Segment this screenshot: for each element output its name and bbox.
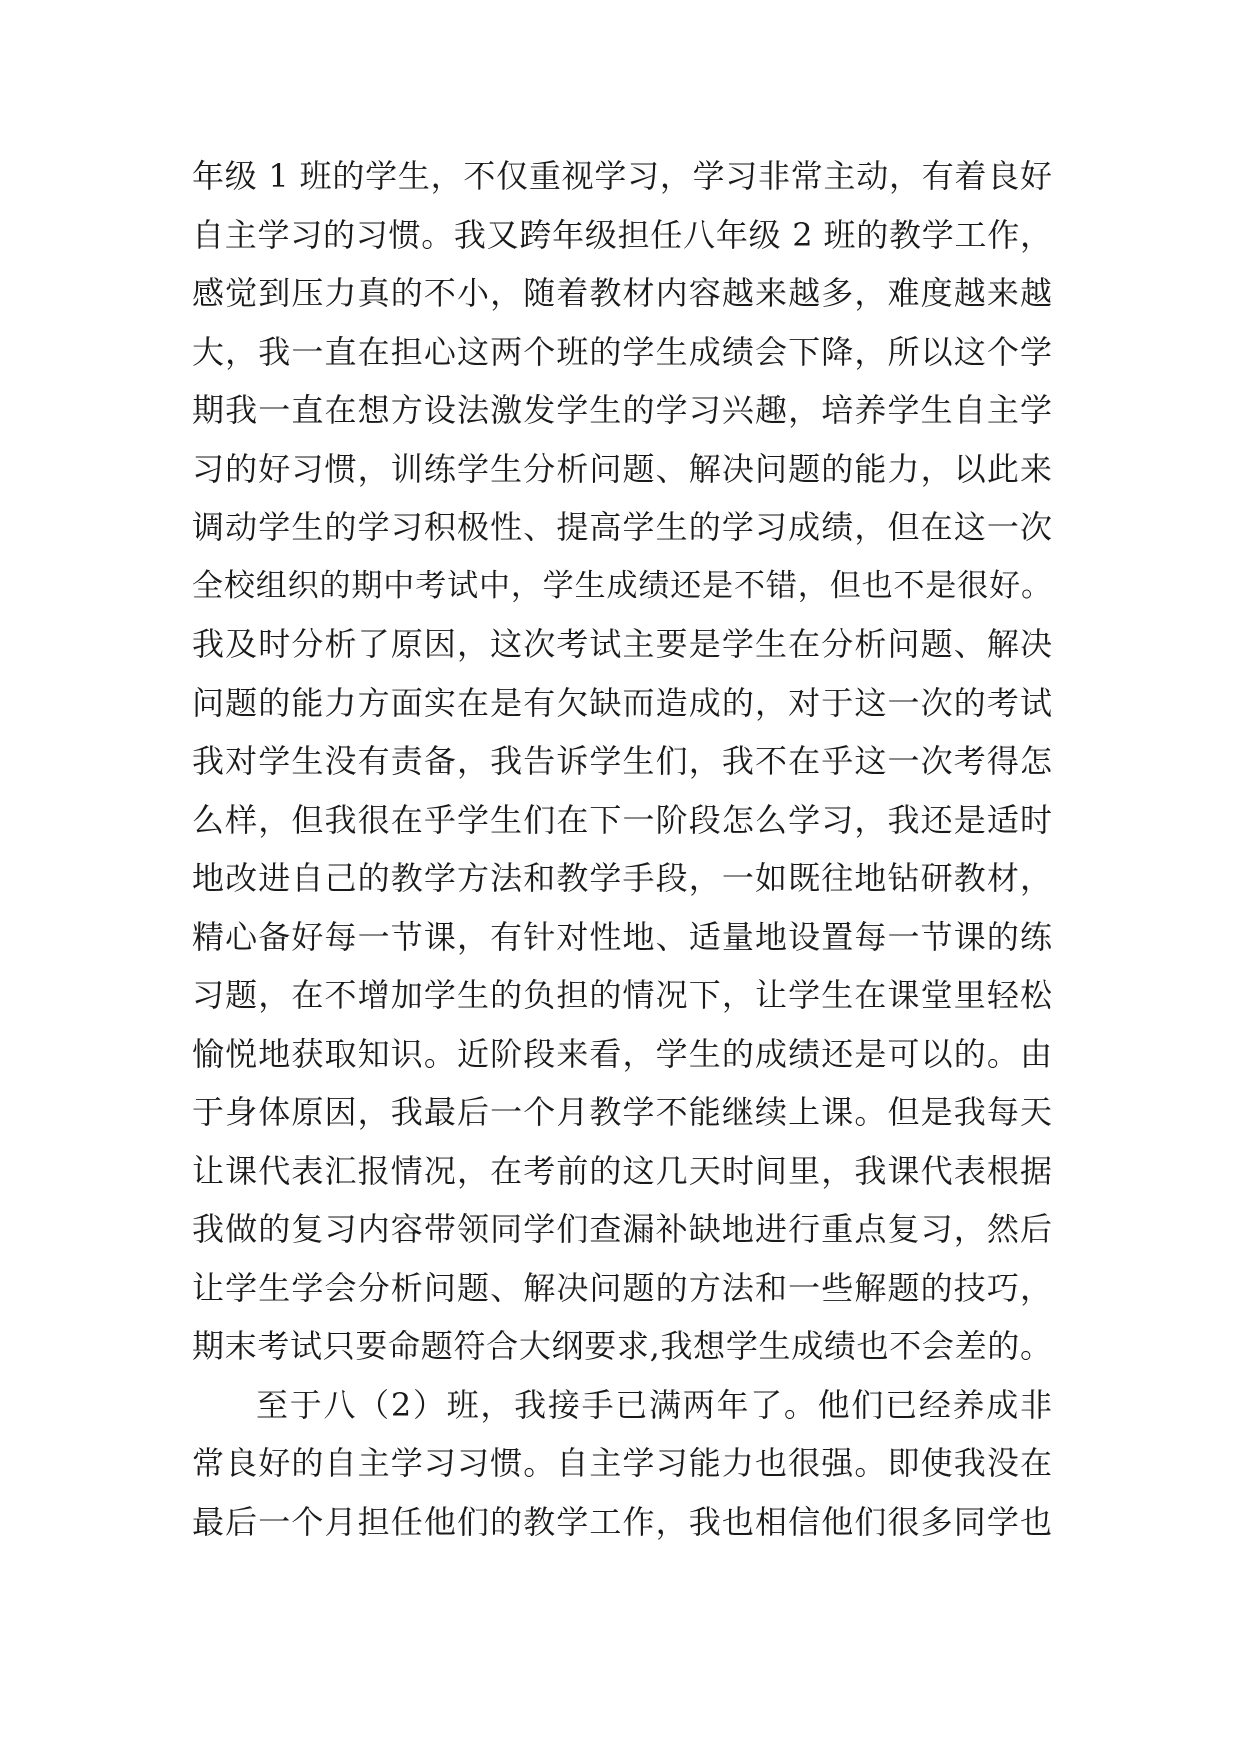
text-line: 愉悦地获取知识。近阶段来看，学生的成绩还是可以的。由 xyxy=(192,1034,1052,1073)
text-line: 大，我一直在担心这两个班的学生成绩会下降，所以这个学 xyxy=(192,332,1052,371)
text-line: 调动学生的学习积极性、提高学生的学习成绩，但在这一次 xyxy=(192,508,1052,546)
text-line: 我对学生没有责备，我告诉学生们，我不在乎这一次考得怎 xyxy=(192,742,1052,780)
text-line: 精心备好每一节课，有针对性地、适量地设置每一节课的练 xyxy=(192,917,1052,956)
text-line: 感觉到压力真的不小，随着教材内容越来越多，难度越来越 xyxy=(192,274,1052,312)
text-line: 问题的能力方面实在是有欠缺而造成的，对于这一次的考试 xyxy=(192,683,1052,722)
text-line: 习题，在不增加学生的负担的情况下，让学生在课堂里轻松 xyxy=(192,976,1052,1014)
paragraph-2 xyxy=(192,1376,1052,1552)
text-line: 期我一直在想方设法激发学生的学习兴趣，培养学生自主学 xyxy=(192,391,1052,429)
text-line: 期末考试只要命题符合大纲要求,我想学生成绩也不会差的。 xyxy=(192,1327,1052,1365)
text-line: 我做的复习内容带领同学们查漏补缺地进行重点复习，然后 xyxy=(192,1210,1052,1248)
text-line: 至于八（2）班，我接手已满两年了。他们已经养成非 xyxy=(256,1385,1052,1424)
text-line: 习的好习惯，训练学生分析问题、解决问题的能力，以此来 xyxy=(192,449,1052,488)
text-line: 地改进自己的教学方法和教学手段，一如既往地钻研教材， xyxy=(192,859,1052,897)
text-line: 我及时分析了原因，这次考试主要是学生在分析问题、解决 xyxy=(192,625,1052,663)
text-line: 常良好的自主学习习惯。自主学习能力也很强。即使我没在 xyxy=(192,1444,1052,1482)
text-line: 于身体原因，我最后一个月教学不能继续上课。但是我每天 xyxy=(192,1093,1052,1131)
paragraph-1 xyxy=(192,147,1052,1376)
text-line: 最后一个月担任他们的教学工作，我也相信他们很多同学也 xyxy=(192,1502,1052,1541)
text-line: 年级 1 班的学生，不仅重视学习，学习非常主动，有着良好 xyxy=(192,157,1052,195)
text-line: 自主学习的习惯。我又跨年级担任八年级 2 班的教学工作， xyxy=(192,215,1052,254)
text-line: 全校组织的期中考试中，学生成绩还是不错，但也不是很好。 xyxy=(192,567,1052,604)
text-line: 么样，但我很在乎学生们在下一阶段怎么学习，我还是适时 xyxy=(192,800,1052,839)
text-line: 让学生学会分析问题、解决问题的方法和一些解题的技巧， xyxy=(192,1268,1052,1307)
body-text xyxy=(192,147,1052,1551)
text-line: 让课代表汇报情况，在考前的这几天时间里，我课代表根据 xyxy=(192,1151,1052,1190)
